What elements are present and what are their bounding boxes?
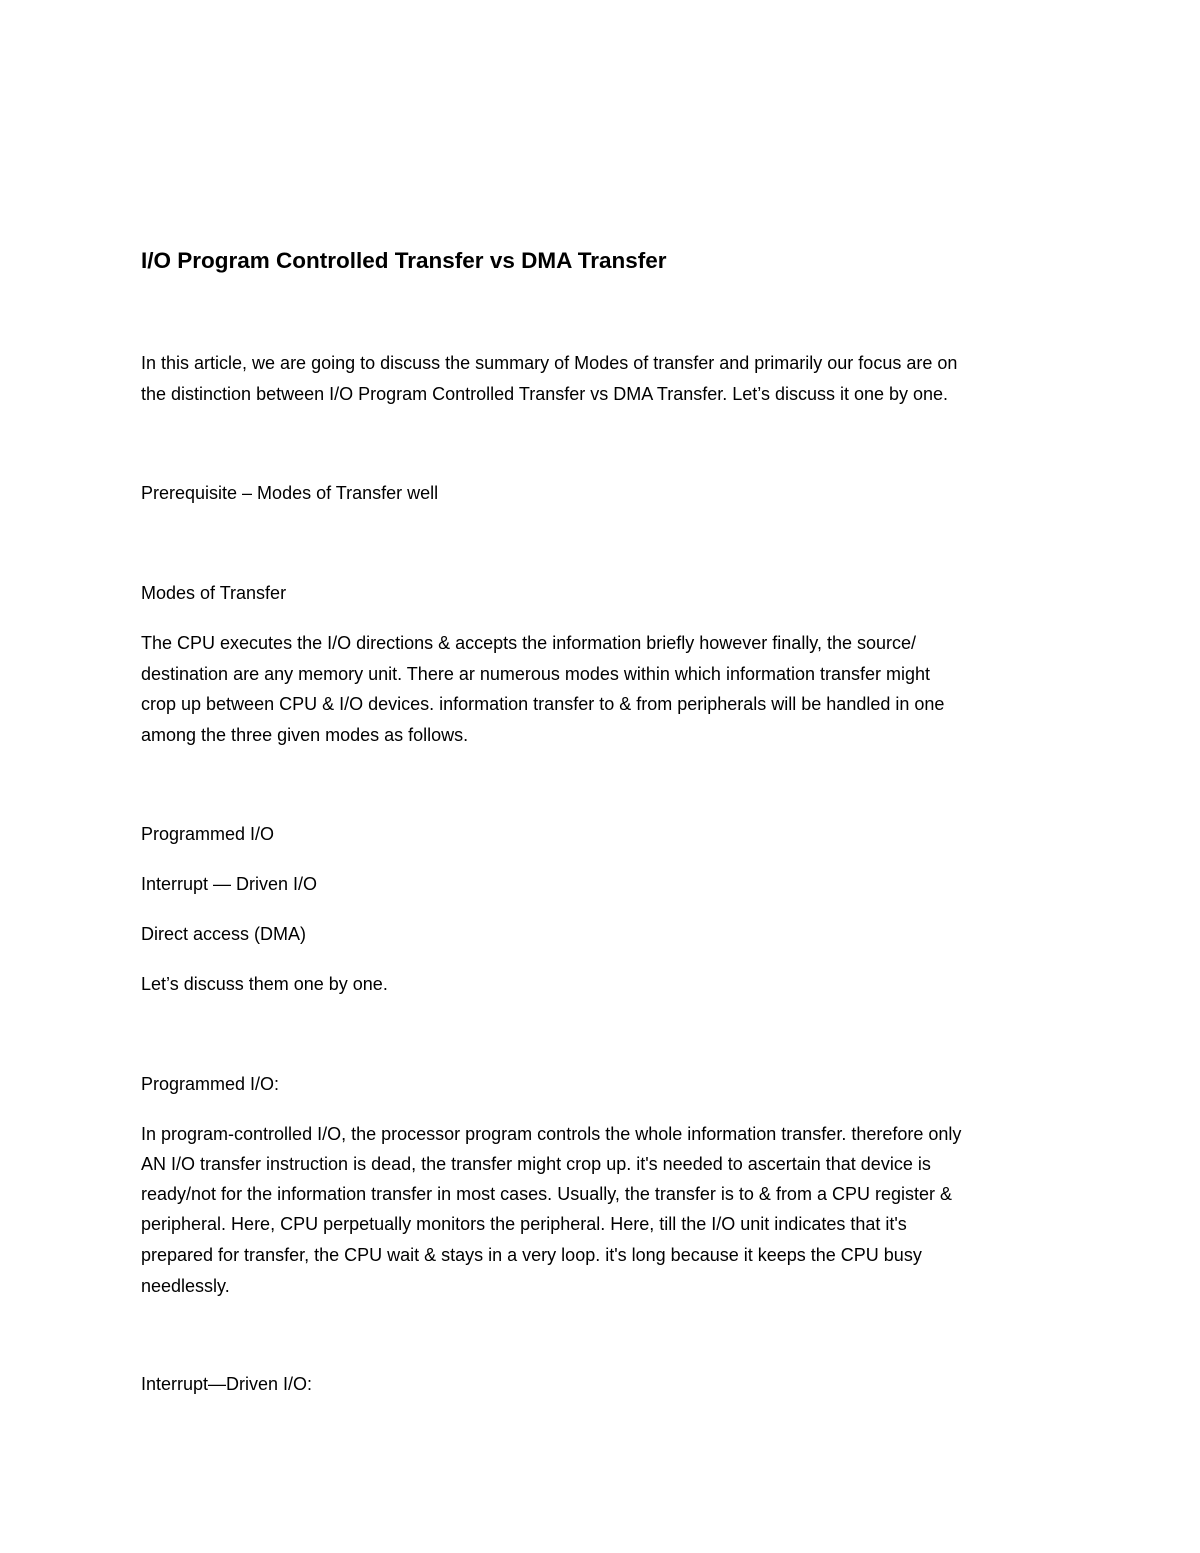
programmed-io-line-1: In program-controlled I/O, the processor program controls the whole information transfer. therefore only [141, 1124, 962, 1144]
intro-line-2: the distinction between I/O Program Controlled Transfer vs DMA Transfer. Let’s discuss it one by one. [141, 384, 949, 404]
interrupt-io-heading: Interrupt—Driven I/O: [141, 1374, 313, 1394]
programmed-io-heading: Programmed I/O: [141, 1074, 280, 1094]
programmed-io-line-4: peripheral. Here, CPU perpetually monitors the peripheral. Here, till the I/O unit indicates that it's [141, 1214, 907, 1234]
programmed-io-line-2: AN I/O transfer instruction is dead, the transfer might crop up. it's needed to ascertain that device is [141, 1154, 931, 1174]
lets-discuss-text: Let’s discuss them one by one. [141, 974, 388, 994]
intro-line-1: In this article, we are going to discuss the summary of Modes of transfer and primarily our focus are on [141, 353, 958, 373]
document-title: I/O Program Controlled Transfer vs DMA Transfer [141, 248, 667, 273]
modes-paragraph-line-4: among the three given modes as follows. [141, 725, 469, 745]
mode-list-item: Interrupt — Driven I/O [141, 874, 318, 894]
mode-list-item: Programmed I/O [141, 824, 275, 844]
prerequisite-text: Prerequisite – Modes of Transfer well [141, 483, 439, 503]
modes-heading: Modes of Transfer [141, 583, 287, 603]
modes-paragraph-line-2: destination are any memory unit. There ar numerous modes within which information transfer might [141, 664, 931, 684]
programmed-io-line-6: needlessly. [141, 1276, 230, 1296]
programmed-io-line-5: prepared for transfer, the CPU wait & stays in a very loop. it's long because it keeps the CPU busy [141, 1245, 922, 1265]
programmed-io-line-3: ready/not for the information transfer in most cases. Usually, the transfer is to & from a CPU register & [141, 1184, 952, 1204]
mode-list-item: Direct access (DMA) [141, 924, 307, 944]
modes-paragraph-line-1: The CPU executes the I/O directions & accepts the information briefly however finally, the source/ [141, 633, 917, 653]
modes-paragraph-line-3: crop up between CPU & I/O devices. information transfer to & from peripherals will be handled in one [141, 694, 945, 714]
